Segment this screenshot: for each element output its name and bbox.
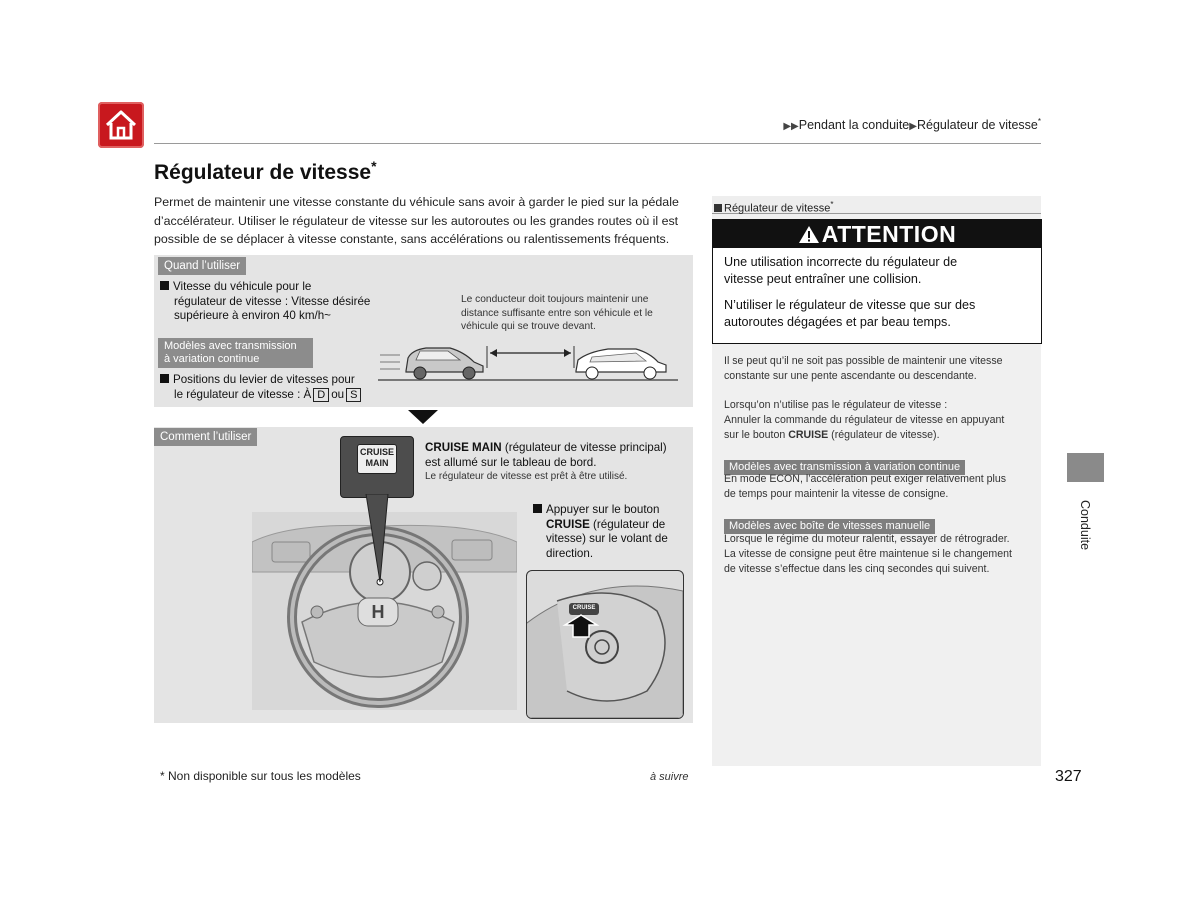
speed-requirement: Vitesse du véhicule pour le régulateur de vitesse : Vitesse désirée supérieure à environ 40 km/h~ [160,280,400,324]
wheel-cruise-button[interactable]: CRUISE [572,605,596,611]
warning-header: ATTENTION [713,220,1041,248]
chapter-label: Conduite [1078,500,1092,551]
warning-triangle-icon [798,225,820,244]
home-icon [104,109,138,141]
how-to-use-tag: Comment l’utiliser [154,428,257,446]
warning-text: Une utilisation incorrecte du régulateur de vitesse peut entraîner une collision. N’utiliser le régulateur de vitesse que sur des autoroutes dégagées et par beau temps. [724,255,976,329]
gear-d-key: D [313,388,329,402]
header-divider [154,143,1041,144]
breadcrumb-link-driving[interactable]: Pendant la conduite [798,118,910,133]
sidebar-mt-note: Lorsque le régime du moteur ralentit, essayer de rétrograder. La vitesse de consigne peut être maintenue si le changement de vitesse s’effectue dans les cinq secondes qui suivent. [724,533,1012,575]
lead-car-icon [576,349,666,379]
callout-pointer [340,494,420,584]
cruise-main-button[interactable]: CRUISE MAIN [357,444,397,474]
gear-s-key: S [346,388,361,402]
distance-note: Le conducteur doit toujours maintenir une distance suffisante entre son véhicule et le véhicule qui se trouve devant. [461,294,653,332]
gear-position-requirement: Positions du levier de vitesses pour le régulateur de vitesse : À D ou S [160,373,400,402]
following-distance-illustration [378,338,678,383]
sidebar-cvt-tag: Modèles avec transmission à variation continue [724,457,965,475]
breadcrumb-link-cruise[interactable]: Régulateur de vitesse [916,118,1038,133]
bullet-square-icon [160,374,169,383]
intro-paragraph: Permet de maintenir une vitesse constante du véhicule sans avoir à garder le pied sur la pédale d’accélérateur. Utiliser le régulateur de vitesse sur les autoroutes ou les grandes routes où il est possible de se déplacer à vitesse constante, sans accélérations ou ralentissements fréquents. [154,195,679,247]
press-cruise-instruction: Appuyer sur le bouton CRUISE (régulateur de vitesse) sur le volant de direction. [533,503,683,561]
bullet-square-icon [160,281,169,290]
own-car-icon [406,348,483,379]
footnote: * Non disponible sur tous les modèles [160,769,361,783]
home-button[interactable] [98,102,144,148]
cruise-main-description: CRUISE MAIN (régulateur de vitesse principal) est allumé sur le tableau de bord. Le régulateur de vitesse est prêt à être utilisé. [425,441,667,483]
bullet-square-icon [533,504,542,513]
chapter-tab[interactable] [1067,453,1104,482]
sidebar-note-slope: Il se peut qu’il ne soit pas possible de maintenir une vitesse constante sur une pente ascendante ou descendante. [724,355,1003,382]
page-number: 327 [1055,768,1082,785]
sidebar-heading: Régulateur de vitesse* [712,196,1041,214]
arrow-down-icon [408,410,438,424]
page-title: Régulateur de vitesse* [154,158,377,184]
sidebar-note-cancel: Lorsqu’on n’utilise pas le régulateur de vitesse : Annuler la commande du régulateur de vitesse en appuyant sur le bouton CRUISE (régulateur de vitesse). [724,399,1005,441]
breadcrumb: ▶▶Pendant la conduite▶Régulateur de vitesse* [783,117,1041,133]
reference-marker-icon [714,204,722,212]
cvt-models-tag: Modèles avec transmission à variation continue [158,338,313,368]
svg-text:H: H [371,602,385,622]
sidebar-mt-tag: Modèles avec boîte de vitesses manuelle [724,516,935,534]
continued-label: à suivre [650,771,689,783]
when-to-use-tag: Quand l’utiliser [158,257,246,275]
breadcrumb-star: * [1037,117,1041,126]
cruise-button-detail [526,570,684,719]
sidebar-cvt-note: En mode ECON, l’accélération peut exiger relativement plus de temps pour maintenir la vitesse de consigne. [724,473,1007,500]
